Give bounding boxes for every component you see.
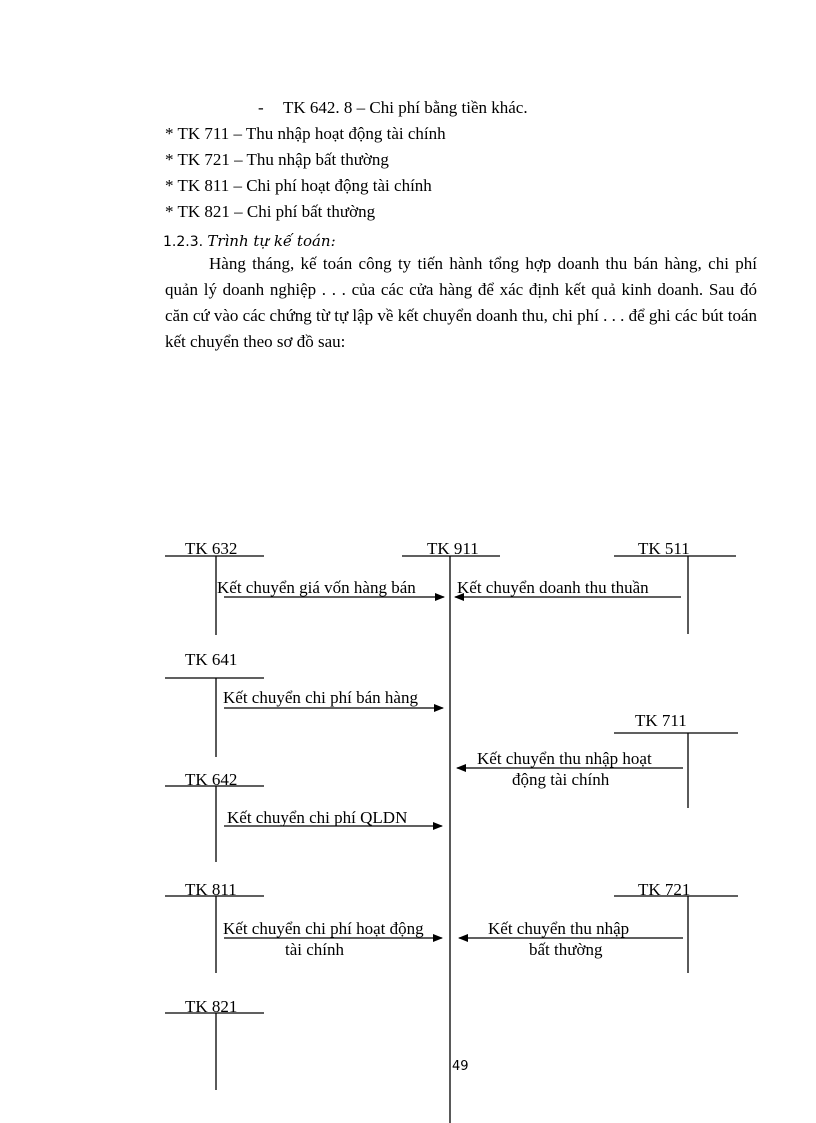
- flow-revenue-label: Kết chuyển doanh thu thuần: [457, 578, 649, 597]
- body-paragraph: Hàng tháng, kế toán công ty tiến hành tổng hợp doanh thu bán hàng, chi phí quản lý doanh nghiệp . . . của các cửa hàng để xác định kết quả kinh doanh. Sau đó căn cứ vào các chứng từ tự lập về kết chuyển doanh thu, chi phí . . . để ghi các bút toán kết chuyển theo sơ đồ sau:: [165, 254, 757, 351]
- section-number: 1.2.3.: [163, 234, 204, 250]
- flow-fin-income-label-1: Kết chuyển thu nhập hoạt: [477, 749, 652, 768]
- label-tk911: TK 911: [427, 539, 479, 558]
- label-tk511: TK 511: [638, 539, 690, 558]
- label-tk642: TK 642: [185, 770, 238, 789]
- label-tk641: TK 641: [185, 650, 238, 669]
- flow-fin-exp-label-1: Kết chuyển chi phí hoạt động: [223, 919, 424, 938]
- label-tk821: TK 821: [185, 997, 238, 1016]
- label-tk721: TK 721: [638, 880, 691, 899]
- label-tk632: TK 632: [185, 539, 238, 558]
- flow-extra-income-label-1: Kết chuyển thu nhập: [488, 919, 630, 938]
- label-tk711: TK 711: [635, 711, 687, 730]
- text-line-tk811: * TK 811 – Chi phí hoạt động tài chính: [165, 176, 432, 195]
- flow-admin-label: Kết chuyển chi phí QLDN: [227, 808, 408, 827]
- text-line-tk6428: TK 642. 8 – Chi phí bằng tiền khác.: [283, 98, 528, 117]
- flow-fin-income-label-2: động tài chính: [512, 770, 610, 789]
- text-line-tk821: * TK 821 – Chi phí bất thường: [165, 202, 376, 221]
- bullet-dash: -: [258, 98, 264, 117]
- flow-selling-label: Kết chuyển chi phí bán hàng: [223, 688, 418, 707]
- flow-extra-income-label-2: bất thường: [529, 940, 603, 959]
- label-tk811: TK 811: [185, 880, 237, 899]
- flow-cogs-label: Kết chuyển giá vốn hàng bán: [217, 578, 416, 597]
- text-line-tk711: * TK 711 – Thu nhập hoạt động tài chính: [165, 124, 446, 143]
- section-title: Trình tự kế toán:: [207, 232, 336, 250]
- flow-fin-exp-label-2: tài chính: [285, 940, 345, 959]
- page-number: 49: [452, 1059, 469, 1074]
- text-line-tk721: * TK 721 – Thu nhập bất thường: [165, 150, 389, 169]
